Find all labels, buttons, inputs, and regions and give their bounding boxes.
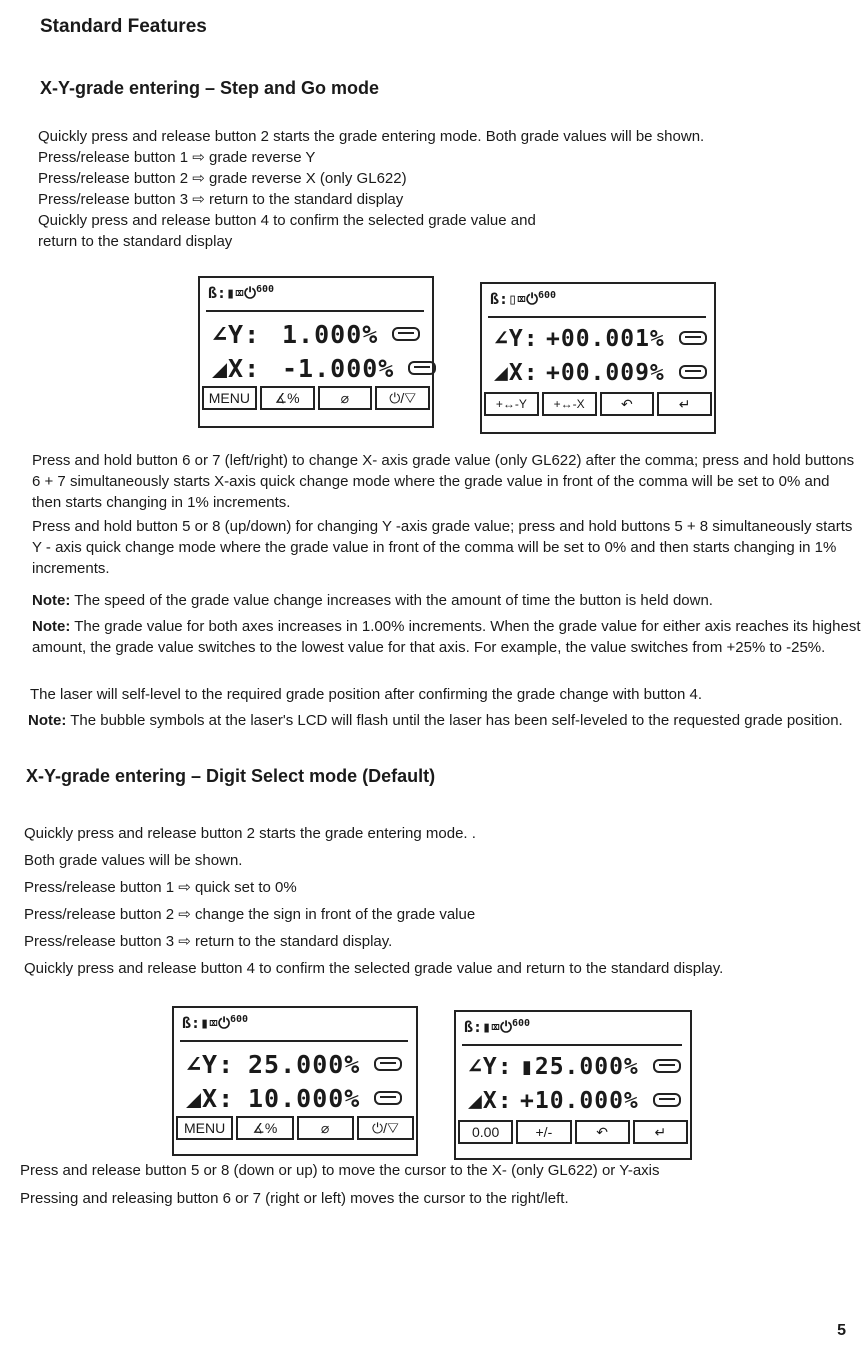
paragraph-y-axis: Press and hold button 5 or 8 (up/down) for changing Y -axis grade value; press and hold buttons 5 + 8 simultaneously starts Y - axis quick change mode where the grade value in front of the comma will be set to 0% and then starts changing in 1% increments. bbox=[32, 518, 853, 577]
softkey-confirm: ↵ bbox=[633, 1120, 688, 1144]
bubble-icon bbox=[374, 1057, 402, 1071]
lcd-x-row: ◢X: +00.009% bbox=[494, 360, 707, 386]
page-heading: Standard Features bbox=[40, 16, 207, 37]
lcd-display-digit-select-2 bbox=[454, 1010, 692, 1160]
note-bubble: Note: The bubble symbols at the laser's LCD will flash until the laser has been self-leveled to the requested grade position. bbox=[28, 712, 843, 729]
lcd-divider bbox=[488, 316, 706, 318]
lcd-softkeys bbox=[458, 1120, 688, 1144]
lcd-divider bbox=[206, 310, 424, 312]
softkey-return: ↶ bbox=[575, 1120, 630, 1144]
lcd-x-row: ◢X: +10.000% bbox=[468, 1088, 681, 1114]
lcd-y-row: ∠Y: ▮25.000% bbox=[468, 1054, 681, 1080]
bubble-icon bbox=[408, 361, 436, 375]
bubble-icon bbox=[374, 1091, 402, 1105]
lcd-display-step-go-2 bbox=[480, 282, 716, 434]
softkey-grade: ∡% bbox=[260, 386, 315, 410]
softkey-return: ↶ bbox=[600, 392, 655, 416]
softkey-grade: ∡% bbox=[236, 1116, 293, 1140]
lcd-softkeys bbox=[202, 386, 430, 410]
lcd-divider bbox=[462, 1044, 682, 1046]
lcd-divider bbox=[180, 1040, 408, 1042]
instruction-line: Press/release button 3 ⇨ return to the standard display bbox=[38, 191, 404, 208]
softkey-confirm: ↵ bbox=[657, 392, 712, 416]
bubble-icon bbox=[653, 1059, 681, 1073]
note-increments: Note: The grade value for both axes increases in 1.00% increments. When the grade value for either axis reaches its highest amount, the grade value switches to the lowest value for that axis. For example, the value switches from +25% to -25%. bbox=[32, 618, 861, 656]
lcd-status-bar: ß:▯⌧⏻$^{600}$ bbox=[490, 290, 557, 308]
lcd-y-row: ∠Y: 1.000% bbox=[212, 320, 420, 349]
lcd-y-row: ∠Y: +00.001% bbox=[494, 326, 707, 352]
instruction-line: Quickly press and release button 4 to confirm the selected grade value and bbox=[38, 212, 536, 229]
instruction-line: Both grade values will be shown. bbox=[24, 852, 243, 869]
softkey-power: ⏻/▽ bbox=[375, 386, 430, 410]
section-title-digit-select: X-Y-grade entering – Digit Select mode (Default) bbox=[26, 766, 436, 786]
instruction-line: Press/release button 1 ⇨ grade reverse Y bbox=[38, 149, 316, 166]
bubble-icon bbox=[679, 331, 707, 345]
lcd-y-row: ∠Y: 25.000% bbox=[186, 1050, 402, 1079]
softkey-zero: 0.00 bbox=[458, 1120, 513, 1144]
section-title-step-go: X-Y-grade entering – Step and Go mode bbox=[40, 78, 380, 98]
softkey-power: ⏻/▽ bbox=[357, 1116, 414, 1140]
lcd-x-row: ◢X: 10.000% bbox=[186, 1084, 402, 1113]
instruction-line: Quickly press and release button 4 to confirm the selected grade value and return to the standard display. bbox=[24, 960, 724, 977]
paragraph-self-level: The laser will self-level to the required grade position after confirming the grade change with button 4. bbox=[30, 686, 703, 703]
instruction-line: Press/release button 2 ⇨ grade reverse X (only GL622) bbox=[38, 170, 407, 187]
softkey-menu: MENU bbox=[202, 386, 257, 410]
lcd-display-digit-select-1 bbox=[172, 1006, 418, 1156]
page-number: 5 bbox=[837, 1322, 846, 1339]
bubble-icon bbox=[392, 327, 420, 341]
step-go-instructions bbox=[38, 126, 704, 252]
instruction-line: Press/release button 2 ⇨ change the sign in front of the grade value bbox=[24, 906, 476, 923]
lcd-status-bar: ß:▮⌧⏻$^{600}$ bbox=[208, 284, 275, 302]
softkey-reverse-x: +↔-X bbox=[542, 392, 597, 416]
lcd-status-bar: ß:▮⌧⏻$^{600}$ bbox=[182, 1014, 249, 1032]
lcd-softkeys bbox=[484, 392, 712, 416]
softkey-sign: +/- bbox=[516, 1120, 571, 1144]
instruction-line: Quickly press and release button 2 starts the grade entering mode. Both grade values will be shown. bbox=[38, 128, 705, 145]
instruction-line: Press/release button 3 ⇨ return to the standard display. bbox=[24, 933, 393, 950]
softkey-mask: ⌀ bbox=[297, 1116, 354, 1140]
lcd-softkeys bbox=[176, 1116, 414, 1140]
bubble-icon bbox=[679, 365, 707, 379]
bubble-icon bbox=[653, 1093, 681, 1107]
lcd-x-row: ◢X: -1.000% bbox=[212, 354, 436, 383]
paragraph-cursor-axis: Press and release button 5 or 8 (down or up) to move the cursor to the X- (only GL622) or Y-axis bbox=[20, 1162, 660, 1179]
lcd-status-bar: ß:▮⌧⏻$^{600}$ bbox=[464, 1018, 531, 1036]
instruction-line: Press/release button 1 ⇨ quick set to 0% bbox=[24, 879, 297, 896]
instruction-line: Quickly press and release button 2 starts the grade entering mode. . bbox=[24, 825, 476, 842]
paragraph-x-axis: Press and hold button 6 or 7 (left/right) to change X- axis grade value (only GL622) after the comma; press and hold buttons 6 + 7 simultaneously starts X-axis quick change mode where the grade value in front of the comma will be set to 0% and then starts changing in 1% increments. bbox=[32, 452, 855, 511]
lcd-display-step-go-1 bbox=[198, 276, 434, 428]
softkey-mask: ⌀ bbox=[318, 386, 373, 410]
note-speed: Note: The speed of the grade value change increases with the amount of time the button is held down. bbox=[32, 592, 713, 609]
digit-select-instructions bbox=[24, 820, 723, 982]
instruction-line: return to the standard display bbox=[38, 233, 233, 250]
softkey-reverse-y: +↔-Y bbox=[484, 392, 539, 416]
paragraph-cursor-move: Pressing and releasing button 6 or 7 (right or left) moves the cursor to the right/left. bbox=[20, 1190, 569, 1207]
softkey-menu: MENU bbox=[176, 1116, 233, 1140]
